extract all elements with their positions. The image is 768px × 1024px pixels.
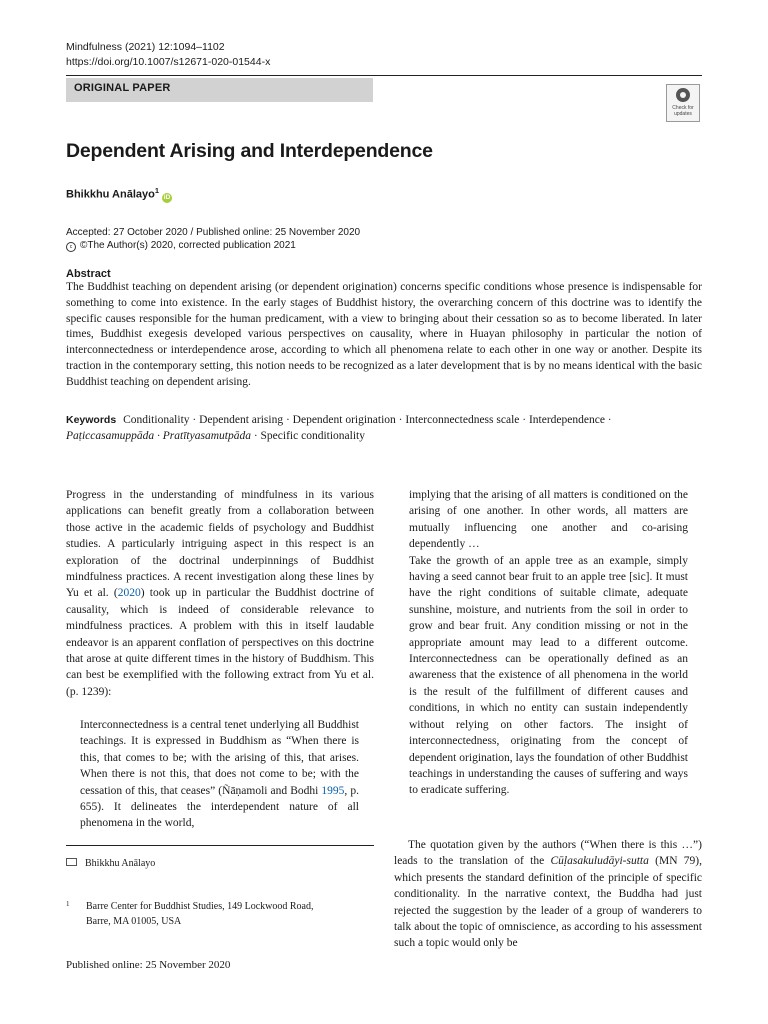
abstract-text: The Buddhist teaching on dependent arising (or dependent origination) concerns specific conditions whose presence is indispensable for something to come into existence. In the early stages of Buddhist history, the overarching concern of this doctrine was to identify the specific causes responsible for the human predicament, with a view to bringing about their cessation so as to become liberated. In later times, Buddhist exegesis developed various perspectives on causality, where in Huayan philosophy in particular the notion of interconnectedness or interdependence arose, according to which all phenomena relate to each other in one way or another. Despite its traction in the contemporary setting, this notion needs to be recognized as a later development that is by no means identical with the basic Buddhist teaching on dependent arising. [66,281,702,388]
creative-commons-icon: c [66,242,76,252]
keywords-list-pali: Paṭiccasamuppāda · Pratītyasamutpāda [66,429,251,442]
mail-icon[interactable] [66,858,77,866]
journal-header [66,40,270,70]
article-type-label: ORIGINAL PAPER [74,82,171,94]
crossmark-icon [676,88,690,102]
body-paragraph: Progress in the understanding of mindfulness in its various applications can benefit greatly from a collaboration between those active in the academic fields of psychology and Buddhist studies. A particularly intriguing aspect in this respect is an exploration of the doctrinal underpinnings of Buddhist mindfulness practices. A recent investigation along these lines by Yu et al. (2020) took up in particular the Buddhist doctrine of causality, which is indeed of considerable relevance to mindfulness practices. A problem with this in itself laudable endeavor is an apparent conflation of perspectives on this doctrine that arose at quite different times in the history of Buddhism. This can best be exemplified with the following extract from Yu et al. (p. 1239): [66,489,374,698]
block-quote-right [409,487,688,799]
contact-name: Bhikkhu Anālayo [85,858,156,869]
corresponding-author [66,858,155,869]
keywords-label: Keywords [66,414,117,426]
sutta-title: Cūḷasakuludāyi-sutta [550,855,649,868]
abstract-heading: Abstract [66,268,111,280]
article-title: Dependent Arising and Interdependence [66,140,433,162]
keywords-block [66,413,702,445]
affiliation-text: Barre Center for Buddhist Studies, 149 Lockwood Road, Barre, MA 01005, USA [86,901,314,927]
body-column-left [66,487,374,700]
quote-paragraph: implying that the arising of all matters is conditioned on the arising of one another. In other words, all matters are mutually influencing one another and co-arising dependently … [409,489,688,551]
quote-paragraph: Interconnectedness is a central tenet underlying all Buddhist teachings. It is expressed in Buddhism as “When there is this, that comes to be; with the arising of this, that arises. When there is not this, that does not come to be; with the cessation of this, that ceases” (Ñāṇamoli and Bodhi 1995, p. 655). It delineates the interdependent nature of all phenomena in the world, [80,719,359,830]
quote-paragraph: Take the growth of an apple tree as an example, simply having a seed cannot bear fruit to an apple tree [sic]. It must have the right conditions of suitable climate, adequate sunshine, moisture, and nutrients from the soil in order to grow and bear fruit. Any condition missing or not in the appropriate amount may lead to a different outcome. Interconnectedness can be operationally defined as an awareness that the existence of all phenomena in the world is the result of the fulfillment of different causes and conditions, in which no entity can sustain independently without relying on other factors. The insight of interconnectedness, originating from the concept of dependent origination, lays the foundation of other Buddhist teachings in understanding the causes of suffering and ways to eradicate suffering. [409,554,688,797]
article-type-banner [66,78,373,102]
block-quote-left [80,717,359,832]
copyright-text: ©The Author(s) 2020, corrected publication 2021 [80,240,296,251]
keywords-list-tail: · Specific conditionality [253,429,365,442]
publication-dates: Accepted: 27 October 2020 / Published online: 25 November 2020 [66,227,361,238]
copyright-line [66,239,296,252]
author-affiliation-marker: 1 [154,186,160,195]
check-for-updates-badge[interactable] [666,84,700,122]
published-online-footer: Published online: 25 November 2020 [66,959,231,971]
body-column-right [394,837,702,952]
doi-link[interactable]: https://doi.org/10.1007/s12671-020-01544-x [66,56,271,68]
footnote-divider [66,845,374,846]
author-line [66,186,172,203]
author-name[interactable]: Bhikkhu Anālayo [66,188,155,201]
citation-link[interactable]: 2020 [117,587,141,600]
journal-citation: Mindfulness (2021) 12:1094–1102 [66,41,225,53]
check-for-updates-label: Check for updates [672,105,694,117]
citation-link[interactable]: 1995 [321,784,345,797]
orcid-icon[interactable]: iD [163,193,171,201]
keywords-list: Conditionality · Dependent arising · Dependent origination · Interconnectedness scale · Interdependence · [123,414,612,426]
affiliation-number: 1 [66,900,70,908]
header-divider [66,75,702,76]
body-paragraph: The quotation given by the authors (“When there is this …”) leads to the translation of the Cūḷasakuludāyi-sutta (MN 79), which presents the standard definition of the principle of specific conditionality. In the narrative context, the Buddha had just rejected the suggestion by the leader of a group of wanderers to talk about the topic of omniscience, as according to his assessment such a topic would only be [394,839,702,950]
